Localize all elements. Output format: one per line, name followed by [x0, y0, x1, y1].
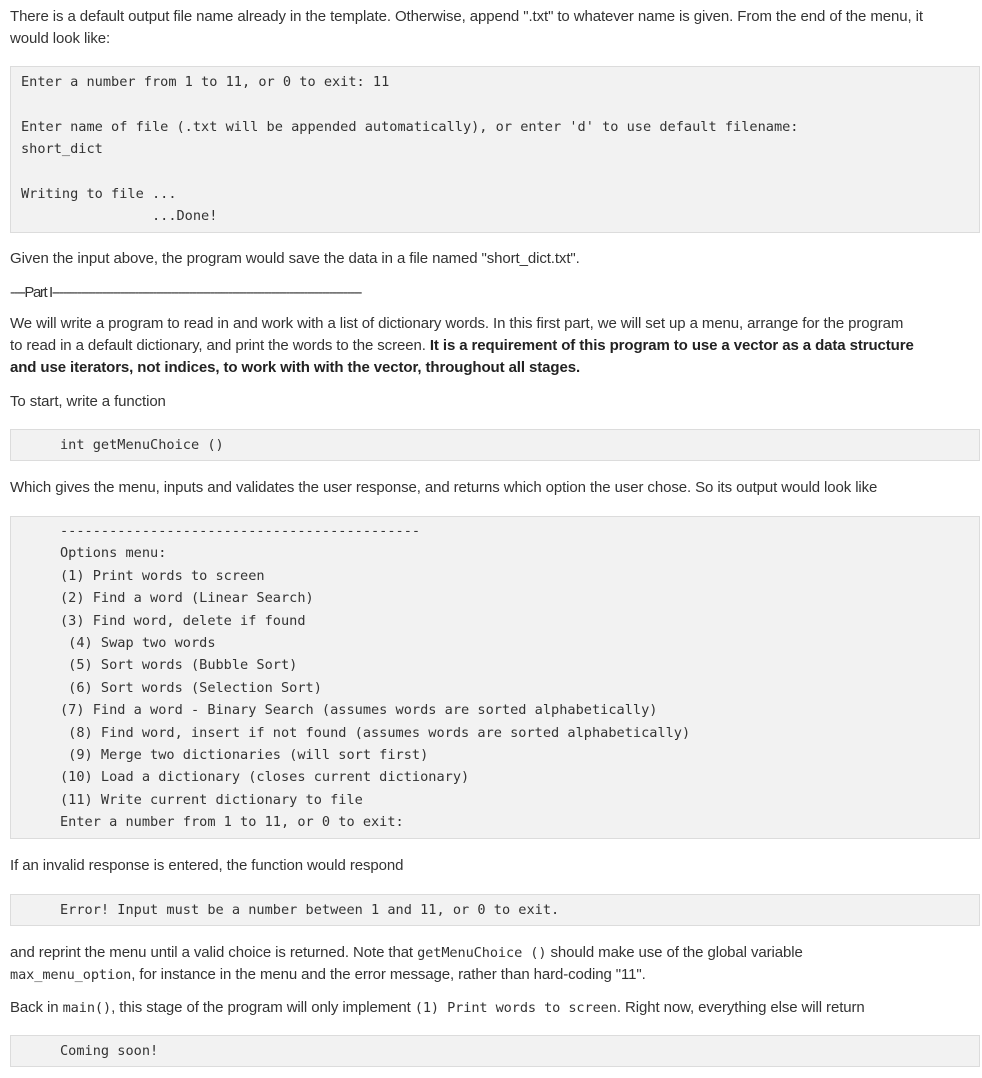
error-message: Error! Input must be a number between 1 and 11, or 0 to exit.: [60, 902, 560, 918]
menu-item: (9) Merge two dictionaries (will sort first): [60, 746, 429, 763]
menu-item: (3) Find word, delete if found: [60, 612, 306, 629]
blank-line: [21, 93, 969, 115]
error-message-block: [10, 894, 980, 926]
example-output-line-1: Enter a number from 1 to 11, or 0 to exit: 11: [21, 74, 390, 90]
reprint-line-1: [10, 942, 982, 964]
menu-item: (1) Print words to screen: [60, 567, 265, 584]
invalid-note: If an invalid response is entered, the function would respond: [10, 857, 404, 874]
menu-item: (4) Swap two words: [60, 634, 216, 651]
which-gives-text: Which gives the menu, inputs and validates the user response, and returns which option the user chose. So its output would look like: [10, 479, 878, 496]
main-code: main(): [62, 1000, 112, 1016]
intro-line-2: would look like:: [10, 30, 111, 47]
menu-title: Options menu:: [60, 545, 167, 562]
saved-note: Given the input above, the program would save the data in a file named "short_dict.txt".: [10, 250, 580, 267]
to-start-text: To start, write a function: [10, 393, 166, 410]
menu-prompt: Enter a number from 1 to 11, or 0 to exit:: [60, 814, 404, 831]
reprint-text-a: and reprint the menu until a valid choice is returned. Note that: [10, 944, 418, 961]
example-output-line-5: ...Done!: [21, 208, 218, 225]
blank-line: [21, 161, 969, 183]
intro-paragraph: [10, 6, 980, 50]
example-output-line-4: Writing to file ...: [21, 185, 177, 202]
function-signature: int getMenuChoice (): [60, 437, 224, 453]
example-output-block: [10, 66, 980, 233]
menu-item: (11) Write current dictionary to file: [60, 791, 363, 808]
menu-item: (2) Find a word (Linear Search): [60, 590, 314, 607]
part-heading-text: ----Part I--------------------------------------------------------------------------------------: [10, 284, 362, 301]
menu-item: (8) Find word, insert if not found (assumes words are sorted alphabetically): [60, 724, 691, 741]
part1-line-3: [10, 357, 982, 379]
menu-separator: --------------------------------------------: [60, 523, 421, 539]
example-output-line-2: Enter name of file (.txt will be appended automatically), or enter 'd' to use default filename:: [21, 118, 799, 135]
intro-line-1: There is a default output file name already in the template. Otherwise, append ".txt" to whatever name is given. From the end of the menu, it: [10, 8, 923, 25]
requirement-bold-2: and use iterators, not indices, to work with with the vector, throughout all stages.: [10, 359, 581, 376]
reprint-line-2: [10, 964, 982, 986]
part1-line-2: [10, 335, 982, 357]
back-in-main: [10, 997, 982, 1019]
part1-paragraph: [10, 313, 982, 379]
reprint-text-c: , for instance in the menu and the error message, rather than hard-coding "11".: [131, 966, 646, 983]
menu-item: (10) Load a dictionary (closes current dictionary): [60, 769, 470, 786]
back-in-main-text-c: . Right now, everything else will return: [616, 999, 865, 1016]
part-heading: [10, 282, 450, 304]
reprint-text-b: should make use of the global variable: [546, 944, 803, 961]
max-menu-option-code: max_menu_option: [10, 967, 132, 983]
reprint-paragraph: [10, 942, 982, 986]
example-output-line-3: short_dict: [21, 141, 103, 158]
menu-output-block: [10, 516, 980, 839]
menu-item: (7) Find a word - Binary Search (assumes words are sorted alphabetically): [60, 702, 658, 719]
part1-line-2-text: to read in a default dictionary, and print the words to the screen.: [10, 337, 430, 354]
menu-item: (5) Sort words (Bubble Sort): [60, 657, 298, 674]
back-in-main-text-b: , this stage of the program will only implement: [111, 999, 415, 1016]
part1-line-1: We will write a program to read in and work with a list of dictionary words. In this first part, we will set up a menu, arrange for the program: [10, 315, 904, 332]
print-words-code: (1) Print words to screen: [414, 1000, 617, 1016]
requirement-bold-1: It is a requirement of this program to use a vector as a data structure: [429, 337, 914, 354]
menu-item: (6) Sort words (Selection Sort): [60, 679, 322, 696]
function-signature-block: [10, 429, 980, 461]
back-in-main-text-a: Back in: [10, 999, 63, 1016]
coming-soon-block: [10, 1035, 980, 1067]
coming-soon: Coming soon!: [60, 1043, 159, 1059]
getmenuchoice-code: getMenuChoice (): [417, 945, 547, 961]
